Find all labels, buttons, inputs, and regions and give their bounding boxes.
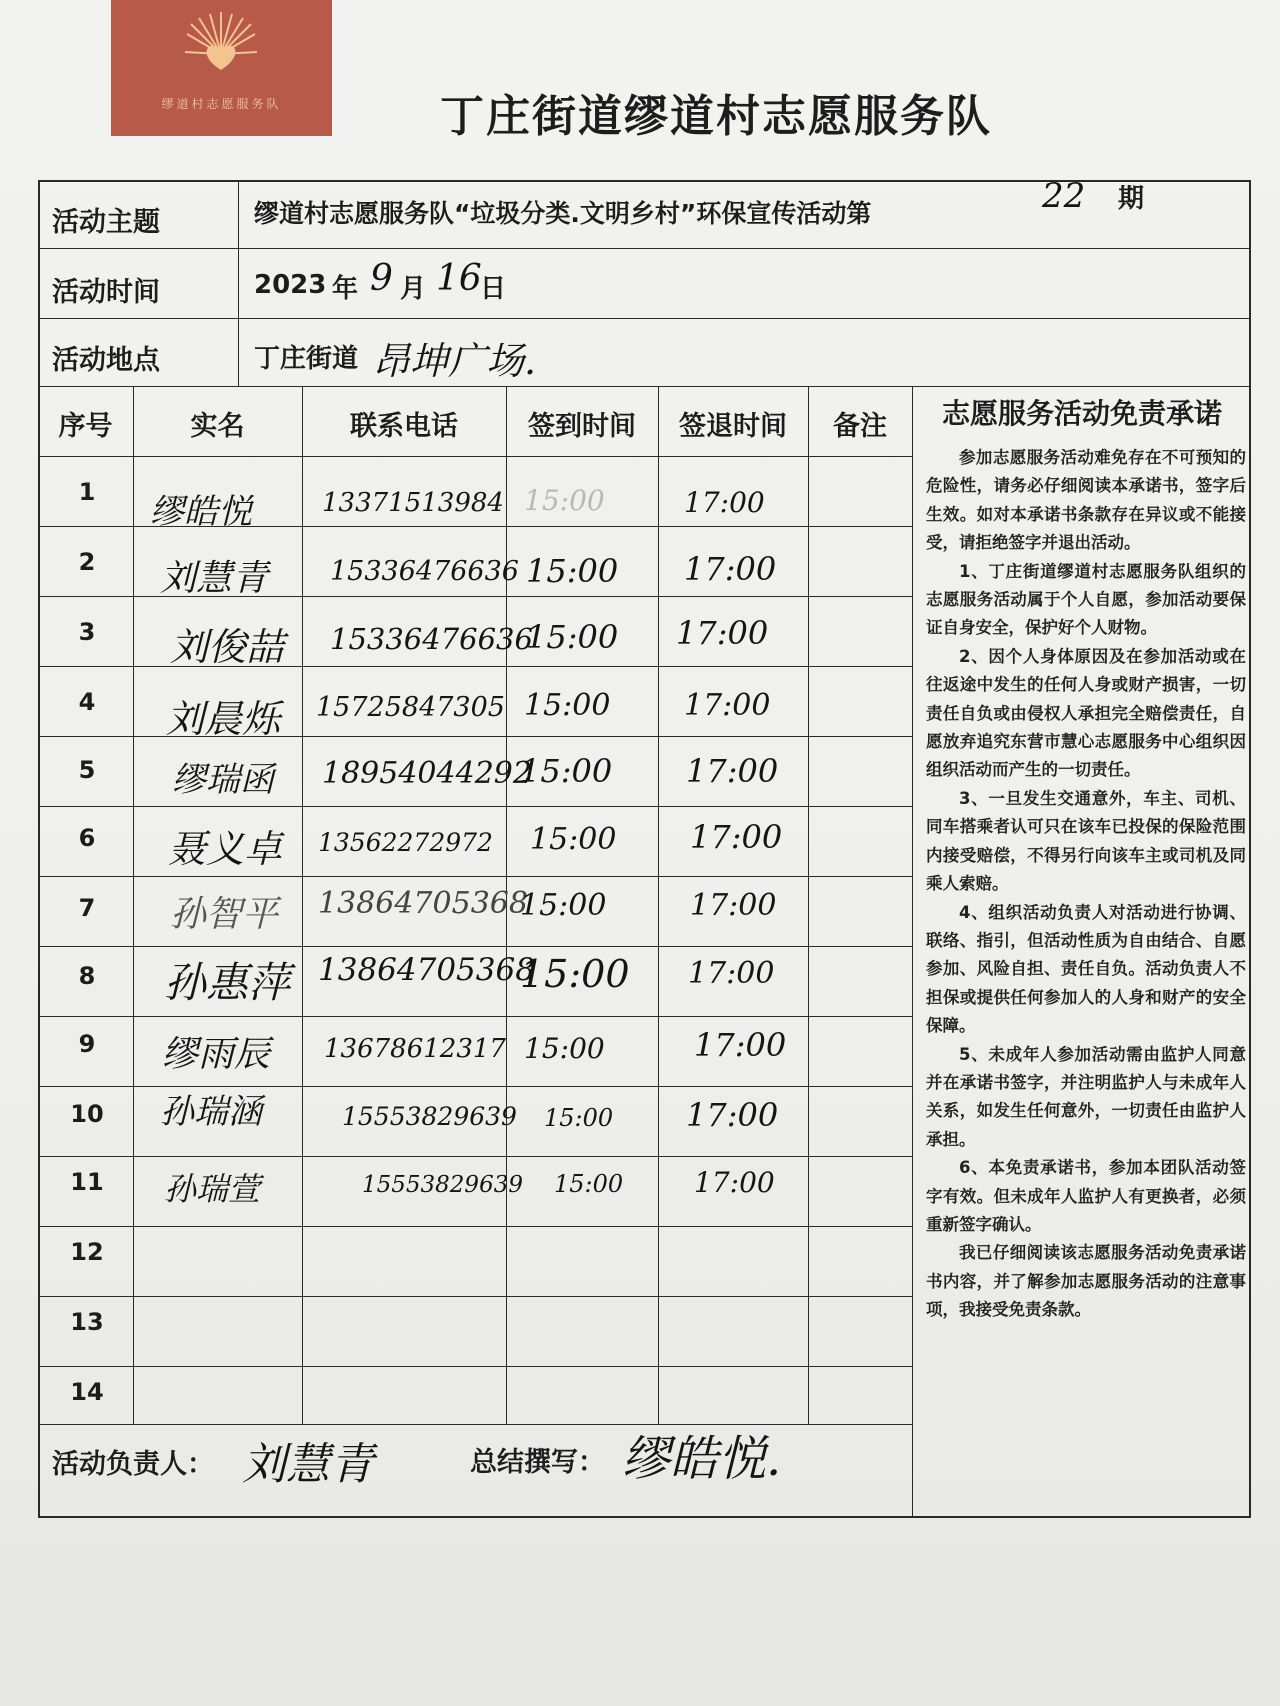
rule-row [38,806,912,807]
rule-row [38,1296,912,1297]
row-no: 8 [78,962,96,990]
row-no: 4 [78,688,96,716]
time-day-handwritten: 16 [436,258,482,299]
place-printed: 丁庄街道 [254,344,359,374]
row-checkout: 17:00 [688,956,775,991]
row-phone: 18954044292 [322,756,532,791]
rule-row [38,1226,912,1227]
sunburst-heart-icon [181,8,261,88]
rule-header-bottom [38,456,912,457]
row-name-signature: 刘俊喆 [170,625,285,669]
rule-place-bottom [38,386,1251,387]
row-checkout: 17:00 [684,486,765,519]
row-name-signature: 孙瑞涵 [160,1092,262,1132]
disclaimer-paragraph: 我已仔细阅读该志愿服务活动免责承诺书内容，并了解参加志愿服务活动的注意事项，我接受免责条款。 [926,1243,1246,1320]
row-checkout: 17:00 [684,688,771,723]
rule-row [38,1366,912,1367]
header-checkin: 签到时间 [528,411,636,442]
disclaimer-paragraph: 6、本免责承诺书，参加本团队活动签字有效。但未成年人监护人有更换者，必须重新签字确认。 [926,1158,1246,1234]
place-handwritten: 昂坤广场. [372,339,537,383]
rule-row [38,1156,912,1157]
row-checkin: 15:00 [526,618,619,656]
rule-col-in [658,386,659,1424]
row-checkout: 17:00 [676,614,769,652]
row-no: 5 [78,756,96,784]
row-no: 2 [78,548,96,576]
row-no: 1 [78,478,96,506]
row-phone: 15336476636 [330,622,533,656]
row-phone: 15725847305 [316,692,505,723]
leader-signature: 刘慧青 [242,1439,374,1490]
rule-col-remark [912,386,913,1518]
row-checkin: 15:00 [524,688,611,723]
row-checkin: 15:00 [526,552,619,590]
row-no: 6 [78,824,96,852]
row-no: 13 [70,1308,104,1336]
team-logo [111,0,332,136]
time-year: 2023 [254,270,327,300]
rule-row [38,876,912,877]
row-checkout: 17:00 [690,818,783,856]
row-name-signature: 刘慧青 [160,558,269,599]
theme-label: 活动主题 [52,207,160,238]
row-checkin: 15:00 [524,1032,605,1065]
row-checkin: 15:00 [520,952,630,996]
rule-info-label-divider [238,180,239,386]
row-name-signature: 孙智平 [170,894,279,935]
disclaimer-paragraph: 2、因个人身体原因及在参加活动或在往返途中发生的任何人身或财产损害，一切责任自负或由侵权人承担完全赔偿责任，自愿放弃追究东营市慧心志愿服务中心组织因组织活动而产生的一切责任。 [926,646,1246,780]
theme-issue-handwritten: 22 [1042,176,1086,216]
place-label: 活动地点 [52,345,160,376]
row-phone: 15553829639 [342,1102,517,1131]
time-month-handwritten: 9 [370,258,393,299]
row-phone: 15336476636 [330,556,519,587]
row-phone: 13678612317 [324,1034,506,1064]
row-phone: 13371513984 [322,488,504,518]
disclaimer-title: 志愿服务活动免责承诺 [941,397,1222,430]
row-phone: 13864705368 [318,886,528,921]
page-title: 丁庄街道缪道村志愿服务队 [440,91,992,142]
header-no: 序号 [58,411,113,442]
header-name: 实名 [190,411,245,442]
row-checkout: 17:00 [686,1096,779,1134]
row-no: 11 [70,1168,104,1196]
row-checkin: 15:00 [520,888,607,923]
row-checkin: 15:00 [530,822,617,857]
rule-row [38,946,912,947]
theme-suffix: 期 [1118,184,1145,214]
row-no: 7 [78,894,96,922]
disclaimer-body [926,444,1246,1325]
writer-signature: 缪皓悦. [622,1431,782,1487]
time-label: 活动时间 [52,277,160,308]
rule-row [38,1016,912,1017]
leader-label: 活动负责人： [52,1449,214,1480]
time-month-unit: 月 [400,274,427,304]
theme-value: 缪道村志愿服务队“垃圾分类.文明乡村”环保宣传活动第 [254,199,872,228]
row-checkin: 15:00 [544,1104,614,1132]
row-checkout: 17:00 [694,1166,775,1199]
row-phone: 13562272972 [318,828,493,857]
row-checkout: 17:00 [694,1026,787,1064]
row-checkout: 17:00 [684,550,777,588]
disclaimer-paragraph: 参加志愿服务活动难免存在不可预知的危险性，请务必仔细阅读本承诺书，签字后生效。如对本承诺书条款存在异议或不能接受，请拒绝签字并退出活动。 [926,448,1246,553]
row-checkout: 17:00 [690,888,777,923]
row-name-signature: 缪皓悦 [150,492,252,532]
row-name-signature: 聂义卓 [168,827,283,871]
time-year-unit: 年 [332,274,359,304]
header-checkout: 签退时间 [679,411,787,442]
rule-theme-bottom [38,248,1251,249]
disclaimer-paragraph: 3、一旦发生交通意外，车主、司机、同车搭乘者认可只在该车已投保的保险范围内接受赔偿，不得另行向该车主或司机及同乘人索赔。 [926,788,1246,894]
row-name-signature: 缪瑞函 [172,760,274,800]
row-name-signature: 缪雨辰 [162,1034,271,1075]
row-no: 3 [78,618,96,646]
row-phone: 13864705368 [318,952,535,988]
row-no: 9 [78,1030,96,1058]
row-phone: 15553829639 [362,1172,523,1198]
disclaimer-paragraph: 1、丁庄街道缪道村志愿服务队组织的志愿服务活动属于个人自愿，参加活动要保证自身安全，保护好个人财物。 [926,561,1246,638]
row-no: 10 [70,1100,104,1128]
rule-col-no [133,386,134,1424]
row-no: 12 [70,1238,104,1266]
row-name-signature: 孙瑞萱 [164,1170,261,1208]
disclaimer-paragraph: 4、组织活动负责人对活动进行协调、联络、指引，但活动性质为自由结合、自愿参加、风险自担、责任自负。活动负责人不担保或提供任何参加人的人身和财产的安全保障。 [926,902,1246,1036]
row-checkin: 15:00 [554,1170,624,1198]
rule-col-out [808,386,809,1424]
row-no: 14 [70,1378,104,1406]
time-day-unit: 日 [480,274,507,304]
writer-label: 总结撰写： [470,1447,605,1478]
row-checkout: 17:00 [686,752,779,790]
rule-col-name [302,386,303,1424]
logo-text: 缪道村志愿服务队 [161,97,282,111]
disclaimer-paragraph: 5、未成年人参加活动需由监护人同意并在承诺书签字，并注明监护人与未成年人关系，如发生任何意外，一切责任由监护人承担。 [926,1044,1246,1149]
row-checkin: 15:00 [520,752,613,790]
header-phone: 联系电话 [350,411,458,442]
row-checkin: 15:00 [524,484,605,517]
header-remark: 备注 [833,411,887,442]
row-name-signature: 刘晨烁 [166,697,281,741]
row-name-signature: 孙惠萍 [164,958,291,1007]
rule-time-bottom [38,318,1251,319]
